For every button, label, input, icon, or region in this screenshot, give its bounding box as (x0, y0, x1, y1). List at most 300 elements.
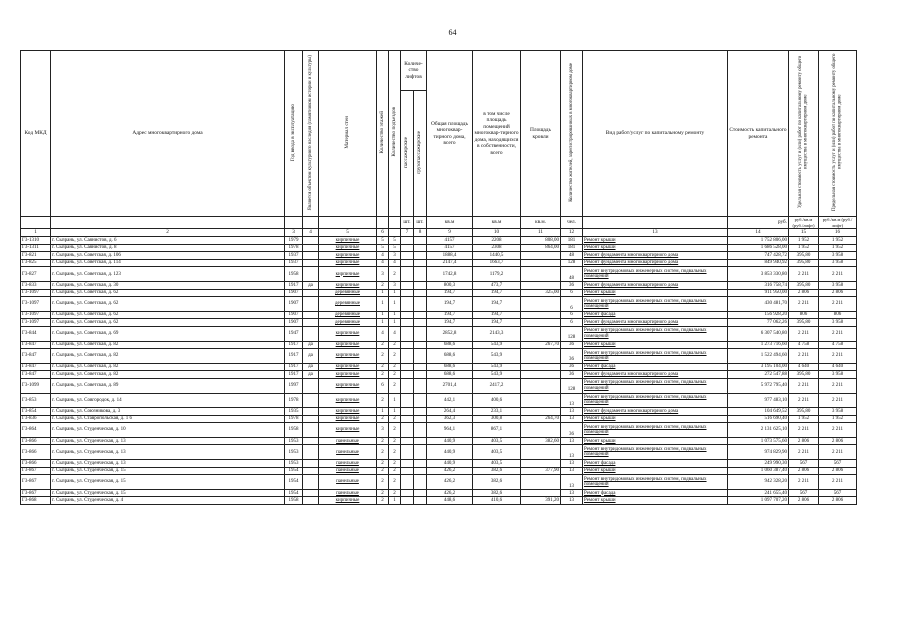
cell-priv: 403,5 (473, 460, 521, 468)
cell-max: 2 806 (819, 289, 857, 297)
cell-max: 1 952 (819, 244, 857, 252)
cell-priv: 300,8 (473, 415, 521, 423)
cell-res: 181 (561, 244, 583, 252)
col-num: 15 (789, 229, 819, 237)
header-floors: Количество этажей (377, 51, 389, 217)
header-cost: Стоимость капитального ремонта (728, 51, 789, 217)
cell-cost: 156 928,20 (728, 311, 789, 319)
cell-entr: 2 (389, 349, 401, 364)
cell-year: 1954 (285, 489, 303, 497)
table-row (21, 489, 857, 497)
cell-code: Г3-1099 (21, 378, 51, 393)
cell-lp (401, 326, 414, 341)
cell-max: 3 958 (819, 408, 857, 416)
cell-walls: кирпичные (319, 393, 377, 408)
cell-priv: 382,6 (473, 475, 521, 490)
table-row (21, 289, 857, 297)
table-row (21, 341, 857, 349)
col-num: 5 (319, 229, 377, 237)
cell-work: Ремонт фундамента многоквартирного дома (583, 408, 728, 416)
cell-lc (414, 281, 427, 289)
cell-lp (401, 423, 414, 438)
table-row (21, 408, 857, 416)
cell-unit: 2 211 (789, 349, 819, 364)
cell-max: 2 211 (819, 393, 857, 408)
cell-roof (521, 460, 561, 468)
cell-entr: 1 (389, 311, 401, 319)
cell-address: г. Сызрань, ул. Студенческая, д. 13 (51, 445, 285, 460)
cell-address: г. Сызрань, ул. Совгородок, д. 14 (51, 393, 285, 408)
header-year: Год ввода в эксплуатацию (285, 51, 303, 217)
cell-work: Ремонт внутридомовых инженерных систем, подвальных помещений (583, 267, 728, 282)
cell-heritage (303, 423, 319, 438)
cell-address: г. Сызрань, ул. Советская, д. 62 (51, 297, 285, 312)
cell-cost: 1 060 387,40 (728, 467, 789, 475)
table-row (21, 437, 857, 445)
cell-lc (414, 319, 427, 327)
cell-roof (521, 326, 561, 341)
cell-entr: 2 (389, 415, 401, 423)
cell-lp (401, 393, 414, 408)
cell-unit: 1 952 (789, 244, 819, 252)
cell-area: 688,6 (427, 349, 473, 364)
cell-entr: 2 (389, 467, 401, 475)
cell-res: 13 (561, 445, 583, 460)
cell-res: 36 (561, 281, 583, 289)
unit-lifts-cargo: шт. (414, 217, 427, 229)
cell-priv: 1440,5 (473, 252, 521, 260)
cell-unit: 2 806 (789, 289, 819, 297)
cell-cost: 1 073 575,60 (728, 437, 789, 445)
cell-cost: 430 481,70 (728, 297, 789, 312)
cell-lp (401, 267, 414, 282)
cell-heritage: да (303, 371, 319, 379)
cell-roof (521, 349, 561, 364)
cell-lc (414, 297, 427, 312)
cell-heritage (303, 267, 319, 282)
cell-priv: 382,6 (473, 467, 521, 475)
cell-max: 2 806 (819, 437, 857, 445)
cell-unit: 2 211 (789, 378, 819, 393)
table-row (21, 475, 857, 490)
cell-priv: 2208 (473, 237, 521, 245)
cell-floors: 2 (377, 445, 389, 460)
cell-code: Г3-1311 (21, 244, 51, 252)
cell-area: 194,7 (427, 311, 473, 319)
header-address: Адрес многоквартирного дома (51, 51, 285, 217)
table-row (21, 467, 857, 475)
cell-entr: 2 (389, 475, 401, 490)
cell-floors: 2 (377, 393, 389, 408)
cell-priv: 194,7 (473, 311, 521, 319)
cell-floors: 3 (377, 267, 389, 282)
cell-max: 3 958 (819, 319, 857, 327)
cell-floors: 2 (377, 497, 389, 505)
cell-entr: 2 (389, 378, 401, 393)
cell-res: 6 (561, 319, 583, 327)
cell-entr: 5 (389, 237, 401, 245)
cell-area: 426,2 (427, 489, 473, 497)
cell-code: Г3-866 (21, 460, 51, 468)
cell-priv: 194,7 (473, 297, 521, 312)
cell-max: 567 (819, 489, 857, 497)
cell-priv: 403,5 (473, 437, 521, 445)
cell-lp (401, 281, 414, 289)
cell-floors: 2 (377, 475, 389, 490)
cell-entr: 4 (389, 326, 401, 341)
cell-heritage: да (303, 363, 319, 371)
cell-lc (414, 415, 427, 423)
header-heritage: Является объектом культурного наследия (памятником истории и культуры) (303, 51, 319, 217)
cell-priv: 1179,2 (473, 267, 521, 282)
cell-roof: 267,70 (521, 341, 561, 349)
cell-year: 1978 (285, 244, 303, 252)
cell-res: 13 (561, 497, 583, 505)
cell-address: г. Сызрань, ул. Ставропольская, д. 1 б (51, 415, 285, 423)
cell-code: Г3-847 (21, 363, 51, 371)
cell-address: г. Сызрань, ул. Студенческая, д. 15 (51, 489, 285, 497)
cell-priv: 382,6 (473, 489, 521, 497)
table-row (21, 326, 857, 341)
table-row (21, 460, 857, 468)
cell-work: Ремонт внутридомовых инженерных систем, подвальных помещений (583, 297, 728, 312)
cell-max: 4 640 (819, 363, 857, 371)
cell-floors: 5 (377, 244, 389, 252)
cell-priv: 473,7 (473, 281, 521, 289)
cell-unit: 806 (789, 311, 819, 319)
cell-heritage (303, 393, 319, 408)
cell-area: 688,6 (427, 341, 473, 349)
cell-entr: 4 (389, 259, 401, 267)
cell-area: 2852,8 (427, 326, 473, 341)
cell-area: 440,9 (427, 460, 473, 468)
cell-cost: 1 522 494,60 (728, 349, 789, 364)
cell-heritage (303, 297, 319, 312)
cell-lc (414, 341, 427, 349)
cell-cost: 747 428,72 (728, 252, 789, 260)
cell-entr: 2 (389, 489, 401, 497)
cell-entr: 2 (389, 363, 401, 371)
cell-cost: 5 972 795,40 (728, 378, 789, 393)
cell-priv: 2143,3 (473, 326, 521, 341)
cell-year: 1953 (285, 460, 303, 468)
cell-lc (414, 237, 427, 245)
cell-address: г. Сызрань, ул. Советская, д. 62 (51, 311, 285, 319)
cell-code: Г3-853 (21, 393, 51, 408)
cell-priv: 233,1 (473, 408, 521, 416)
col-num: 14 (728, 229, 789, 237)
cell-floors: 2 (377, 415, 389, 423)
cell-max: 2 211 (819, 378, 857, 393)
cell-lp (401, 252, 414, 260)
cell-address: г. Сызрань, ул. Студенческая, д. 15 (51, 475, 285, 490)
cell-res: 36 (561, 349, 583, 364)
cell-work: Ремонт крыши (583, 237, 728, 245)
cell-lp (401, 259, 414, 267)
table-row (21, 445, 857, 460)
col-num: 6 (377, 229, 389, 237)
cell-lc (414, 378, 427, 393)
cell-area: 4157 (427, 237, 473, 245)
cell-max: 3 958 (819, 281, 857, 289)
cell-lc (414, 311, 427, 319)
cell-lp (401, 311, 414, 319)
cell-code: Г3-1097 (21, 289, 51, 297)
cell-roof (521, 475, 561, 490)
cell-res: 36 (561, 371, 583, 379)
cell-roof: 808,00 (521, 237, 561, 245)
cell-walls: деревянные (319, 319, 377, 327)
cell-lp (401, 467, 414, 475)
cell-cost: 849 940,92 (728, 259, 789, 267)
cell-walls: кирпичные (319, 363, 377, 371)
cell-address: г. Сызрань, ул. Студенческая, д. 13 (51, 437, 285, 445)
cell-lc (414, 497, 427, 505)
cell-entr: 2 (389, 371, 401, 379)
cell-year: 1958 (285, 423, 303, 438)
cell-walls: деревянные (319, 289, 377, 297)
cell-cost: 2 131 625,10 (728, 423, 789, 438)
table-row (21, 423, 857, 438)
unit-cost: руб. (728, 217, 789, 229)
cell-cost: 316 758,74 (728, 281, 789, 289)
cell-work: Ремонт фасада (583, 460, 728, 468)
cell-unit: 2 211 (789, 475, 819, 490)
cell-cost: 1 752 806,00 (728, 237, 789, 245)
header-residents: Количество жителей, зарегистрированных в многоквартирном доме (561, 51, 583, 217)
table-row (21, 237, 857, 245)
cell-lp (401, 319, 414, 327)
cell-entr: 1 (389, 393, 401, 408)
cell-floors: 3 (377, 423, 389, 438)
cell-year: 1917 (285, 371, 303, 379)
cell-cost: 942 328,20 (728, 475, 789, 490)
cell-res: 13 (561, 467, 583, 475)
cell-year: 1917 (285, 341, 303, 349)
cell-lc (414, 363, 427, 371)
repair-plan-table-container (20, 50, 857, 505)
cell-res: 128 (561, 378, 583, 393)
cell-work: Ремонт внутридомовых инженерных систем, подвальных помещений (583, 349, 728, 364)
cell-work: Ремонт фасада (583, 489, 728, 497)
cell-year: 1937 (285, 252, 303, 260)
cell-walls: кирпичные (319, 349, 377, 364)
cell-roof: 264,70 (521, 415, 561, 423)
cell-res: 48 (561, 267, 583, 282)
cell-floors: 4 (377, 259, 389, 267)
cell-floors: 2 (377, 489, 389, 497)
cell-area: 2147,4 (427, 259, 473, 267)
cell-work: Ремонт крыши (583, 437, 728, 445)
cell-area: 442,1 (427, 393, 473, 408)
unit-total-area: кв.м (427, 217, 473, 229)
cell-heritage (303, 489, 319, 497)
cell-max: 806 (819, 311, 857, 319)
cell-address: г. Сызрань, ул. Советская, д. 114 (51, 259, 285, 267)
cell-lp (401, 408, 414, 416)
cell-unit: 1 952 (789, 237, 819, 245)
cell-area: 2701,4 (427, 378, 473, 393)
cell-res: 48 (561, 252, 583, 260)
cell-res: 6 (561, 297, 583, 312)
col-num: 12 (561, 229, 583, 237)
cell-cost: 1 686 528,00 (728, 244, 789, 252)
cell-address: г. Сызрань, ул. Союзникова, д. 3 (51, 408, 285, 416)
cell-address: г. Сызрань, ул. Студенческая, д. 4 (51, 497, 285, 505)
cell-roof (521, 363, 561, 371)
cell-work: Ремонт внутридомовых инженерных систем, подвальных помещений (583, 423, 728, 438)
cell-heritage (303, 445, 319, 460)
cell-lp (401, 341, 414, 349)
cell-cost: 77 062,26 (728, 319, 789, 327)
cell-year: 1947 (285, 326, 303, 341)
unit-private-area: кв.м (473, 217, 521, 229)
table-row (21, 363, 857, 371)
cell-work: Ремонт фундамента многоквартирного дома (583, 252, 728, 260)
cell-address: г. Сызрань, ул. Советская, д. 89 (51, 378, 285, 393)
cell-walls: деревянные (319, 311, 377, 319)
cell-walls: кирпичные (319, 237, 377, 245)
cell-lc (414, 326, 427, 341)
cell-heritage (303, 252, 319, 260)
cell-cost: 104 649,52 (728, 408, 789, 416)
cell-year: 1935 (285, 408, 303, 416)
cell-res: 36 (561, 341, 583, 349)
col-num: 1 (21, 229, 51, 237)
cell-year: 1907 (285, 289, 303, 297)
cell-year: 1979 (285, 237, 303, 245)
cell-res: 128 (561, 259, 583, 267)
cell-max: 2 211 (819, 349, 857, 364)
cell-heritage (303, 415, 319, 423)
cell-heritage (303, 408, 319, 416)
cell-walls: панельные (319, 437, 377, 445)
cell-work: Ремонт крыши (583, 289, 728, 297)
table-row (21, 415, 857, 423)
cell-entr: 2 (389, 460, 401, 468)
cell-max: 2 211 (819, 423, 857, 438)
cell-unit: 2 211 (789, 267, 819, 282)
cell-heritage: да (303, 281, 319, 289)
cell-entr: 2 (389, 341, 401, 349)
cell-res: 13 (561, 460, 583, 468)
header-code: Код МКД (21, 51, 51, 217)
cell-unit: 2 211 (789, 445, 819, 460)
header-total-area: Общая площадь многоквар-тирного дома, всего (427, 51, 473, 217)
cell-max: 2 806 (819, 467, 857, 475)
cell-unit: 2 211 (789, 326, 819, 341)
table-row (21, 378, 857, 393)
cell-walls: кирпичные (319, 341, 377, 349)
cell-lp (401, 378, 414, 393)
cell-year: 1978 (285, 393, 303, 408)
cell-walls: кирпичные (319, 326, 377, 341)
cell-res: 181 (561, 237, 583, 245)
cell-max: 2 211 (819, 267, 857, 282)
cell-res: 13 (561, 489, 583, 497)
table-row (21, 259, 857, 267)
cell-address: г. Сызрань, ул. Советская, д. 69 (51, 326, 285, 341)
cell-lc (414, 244, 427, 252)
header-max-cost: Предельная стоимость услуг и (или) работ по капитальному ремонту общего имущества в многоквартирном доме (819, 51, 857, 217)
cell-year: 1917 (285, 349, 303, 364)
cell-entr: 2 (389, 437, 401, 445)
table-row (21, 281, 857, 289)
table-row (21, 497, 857, 505)
cell-max: 567 (819, 460, 857, 468)
cell-unit: 395,80 (789, 319, 819, 327)
cell-code: Г3-1097 (21, 319, 51, 327)
cell-walls: кирпичные (319, 371, 377, 379)
cell-entr: 3 (389, 281, 401, 289)
header-roof-area: Площадь кровли (521, 51, 561, 217)
cell-roof (521, 297, 561, 312)
cell-roof (521, 259, 561, 267)
cell-work: Ремонт крыши (583, 497, 728, 505)
cell-area: 194,7 (427, 289, 473, 297)
cell-code: Г3-847 (21, 341, 51, 349)
cell-work: Ремонт фундамента многоквартирного дома (583, 259, 728, 267)
cell-unit: 2 211 (789, 423, 819, 438)
cell-unit: 4 640 (789, 363, 819, 371)
cell-area: 426,2 (427, 475, 473, 490)
cell-roof: 391,20 (521, 497, 561, 505)
cell-cost: 6 307 540,80 (728, 326, 789, 341)
cell-max: 2 211 (819, 445, 857, 460)
cell-lc (414, 259, 427, 267)
cell-work: Ремонт фундамента многоквартирного дома (583, 319, 728, 327)
cell-area: 440,9 (427, 445, 473, 460)
cell-entr: 3 (389, 252, 401, 260)
cell-floors: 2 (377, 467, 389, 475)
cell-area: 964,1 (427, 423, 473, 438)
cell-code: Г3-864 (21, 423, 51, 438)
cell-priv: 543,9 (473, 371, 521, 379)
cell-lp (401, 415, 414, 423)
cell-area: 194,7 (427, 319, 473, 327)
cell-unit: 2 211 (789, 393, 819, 408)
cell-roof (521, 319, 561, 327)
cell-code: Г3-866 (21, 437, 51, 445)
cell-priv: 2417,2 (473, 378, 521, 393)
cell-max: 3 958 (819, 371, 857, 379)
cell-heritage: да (303, 341, 319, 349)
table-row (21, 252, 857, 260)
cell-code: Г3-847 (21, 371, 51, 379)
cell-heritage (303, 475, 319, 490)
cell-entr: 5 (389, 244, 401, 252)
cell-entr: 2 (389, 267, 401, 282)
cell-area: 440,9 (427, 437, 473, 445)
header-private-area: в том числе площадь помещений многоквар-тирного дома, находящихся в собственности, всего (473, 51, 521, 217)
cell-year: 1954 (285, 475, 303, 490)
cell-work: Ремонт фасада (583, 363, 728, 371)
cell-res: 36 (561, 423, 583, 438)
cell-walls: панельные (319, 475, 377, 490)
cell-lp (401, 460, 414, 468)
cell-code: Г3-867 (21, 475, 51, 490)
header-walls: Материал стен (319, 51, 377, 217)
cell-res: 13 (561, 415, 583, 423)
cell-address: г. Сызрань, ул. Советская, д. 62 (51, 289, 285, 297)
cell-lp (401, 497, 414, 505)
cell-walls: кирпичные (319, 423, 377, 438)
cell-priv: 2308 (473, 244, 521, 252)
cell-floors: 4 (377, 326, 389, 341)
cell-year: 1978 (285, 415, 303, 423)
cell-floors: 2 (377, 437, 389, 445)
table-row (21, 371, 857, 379)
